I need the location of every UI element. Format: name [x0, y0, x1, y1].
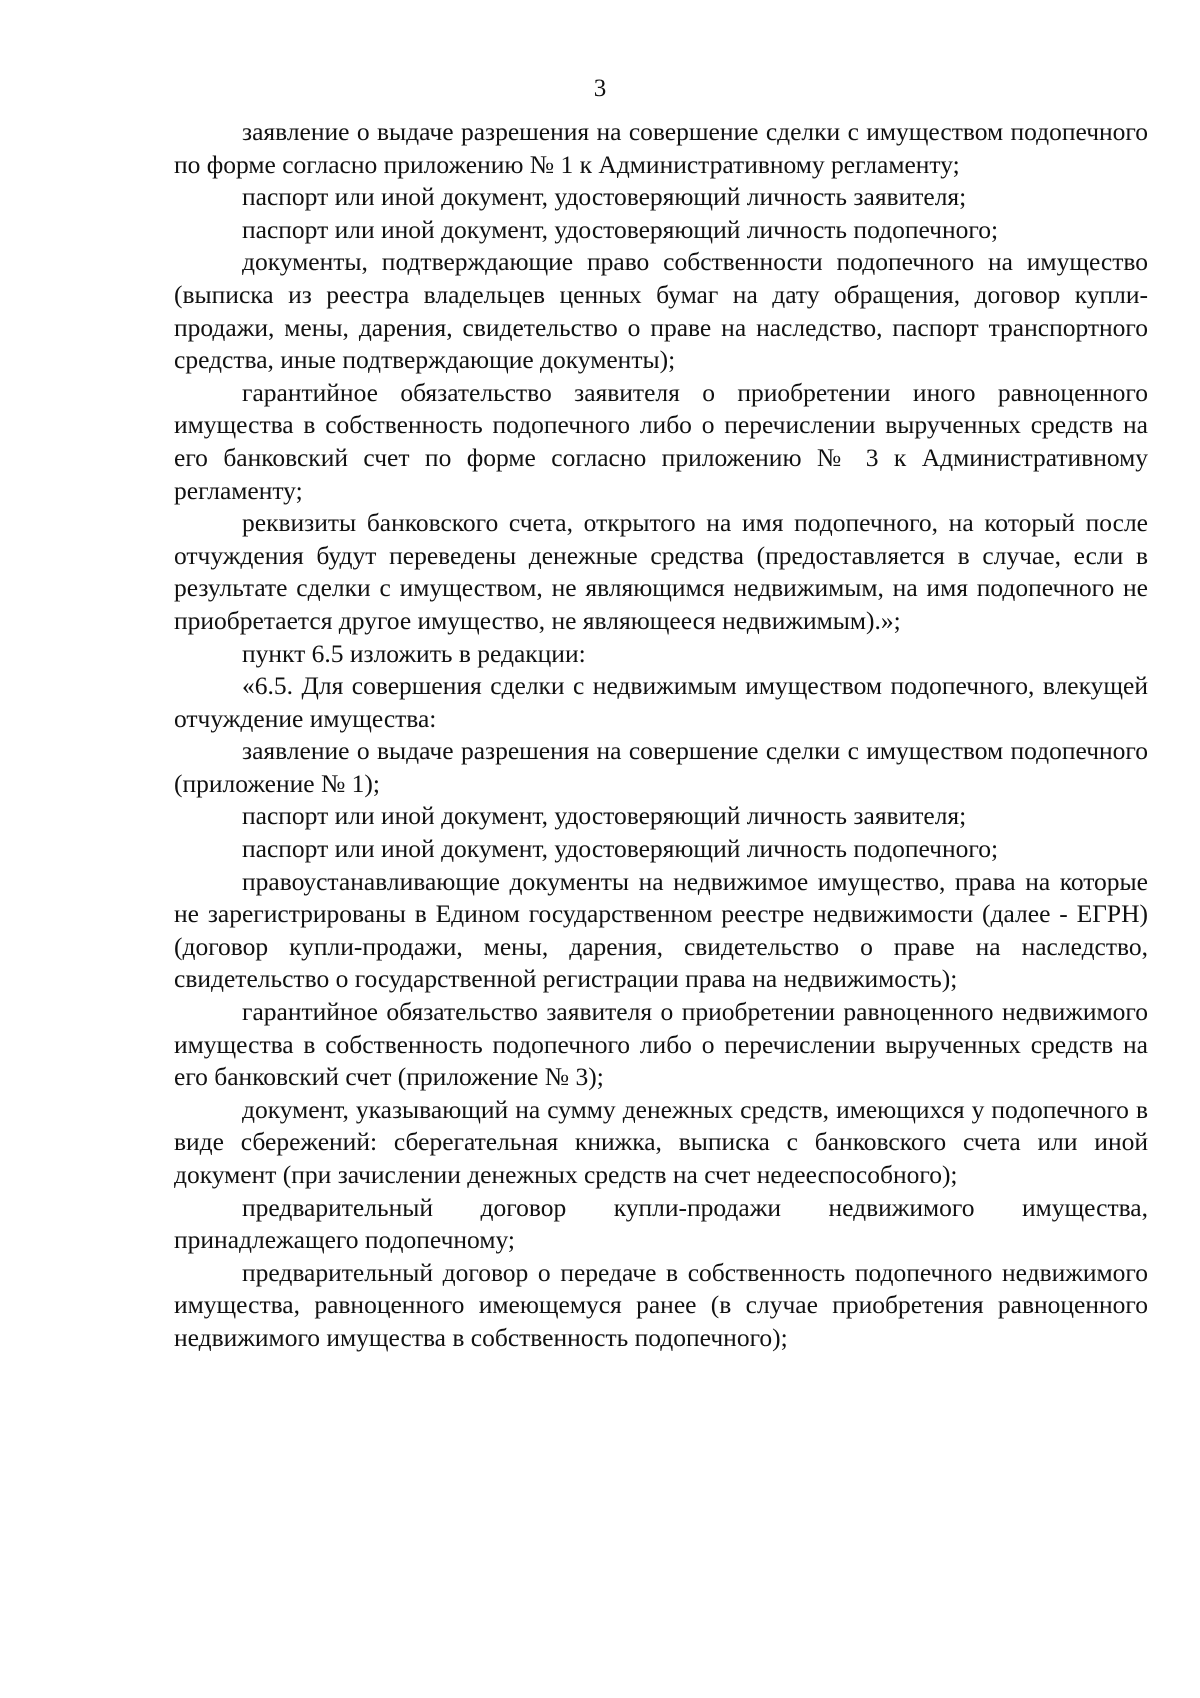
paragraph-bank-details: реквизиты банковского счета, открытого на имя подопечного, на который после отчуждения будут переведены денежные средства (предоставляется в случае, если в результате сделки с имуществом, не являющимся недвижимым, на имя подопечного не приобретается другое имущество, не являющееся недвижимым).»;: [174, 508, 1148, 635]
paragraph-clause-amendment: пункт 6.5 изложить в редакции:: [242, 638, 586, 668]
paragraph-clause-6-5: «6.5. Для совершения сделки с недвижимым имуществом подопечного, влекущей отчуждение имущества:: [174, 671, 1148, 733]
paragraph-application-form-2: заявление о выдаче разрешения на совершение сделки с имуществом подопечного (приложение № 1);: [174, 736, 1148, 798]
paragraph-title-documents: правоустанавливающие документы на недвижимое имущество, права на которые не зарегистрированы в Едином государственном реестре недвижимости (далее - ЕГРН) (договор купли-продажи, мены, дарения, свидетельство о праве на наследство, свидетельство о государственной регистрации права на недвижимость);: [174, 866, 1148, 994]
paragraph-preliminary-sale-contract: предварительный договор купли-продажи недвижимого имущества, принадлежащего подопечному;: [174, 1192, 1148, 1255]
paragraph-guarantee-obligation-2: гарантийное обязательство заявителя о приобретении равноценного недвижимого имущества в собственность подопечного либо о перечислении вырученных средств на его банковский счет (приложение № 3);: [174, 997, 1148, 1092]
paragraph-application-form: заявление о выдаче разрешения на совершение сделки с имуществом подопечного по форме согласно приложению № 1 к Административному регламенту;: [174, 117, 1148, 179]
paragraph-savings-document: документ, указывающий на сумму денежных средств, имеющихся у подопечного в виде сбережений: сберегательная книжка, выписка с банковского счета или иной документ (при зачислении денежных средств на счет недееспособного);: [174, 1094, 1148, 1189]
paragraph-applicant-passport: паспорт или иной документ, удостоверяющий личность заявителя;: [242, 182, 967, 212]
document-body: [174, 116, 1148, 1355]
paragraph-ward-passport-2: паспорт или иной документ, удостоверяющий личность подопечного;: [242, 834, 999, 864]
paragraph-preliminary-transfer-contract: предварительный договор о передаче в собственность подопечного недвижимого имущества, равноценного имеющемуся ранее (в случае приобретения равноценного недвижимого имущества в собственность подопечного);: [174, 1257, 1148, 1352]
paragraph-guarantee-obligation: гарантийное обязательство заявителя о приобретении иного равноценного имущества в собственность подопечного либо о перечислении вырученных средств на его банковский счет по форме согласно приложению № 3 к Административному регламенту;: [174, 377, 1148, 505]
paragraph-ownership-documents: документы, подтверждающие право собственности подопечного на имущество (выписка из реестра владельцев ценных бумаг на дату обращения, договор купли-продажи, мены, дарения, свидетельство о праве на наследство, паспорт транспортного средства, иные подтверждающие документы);: [174, 247, 1148, 375]
paragraph-applicant-passport-2: паспорт или иной документ, удостоверяющий личность заявителя;: [242, 801, 967, 831]
paragraph-ward-passport: паспорт или иной документ, удостоверяющий личность подопечного;: [242, 214, 999, 244]
page-number: 3: [593, 75, 607, 102]
